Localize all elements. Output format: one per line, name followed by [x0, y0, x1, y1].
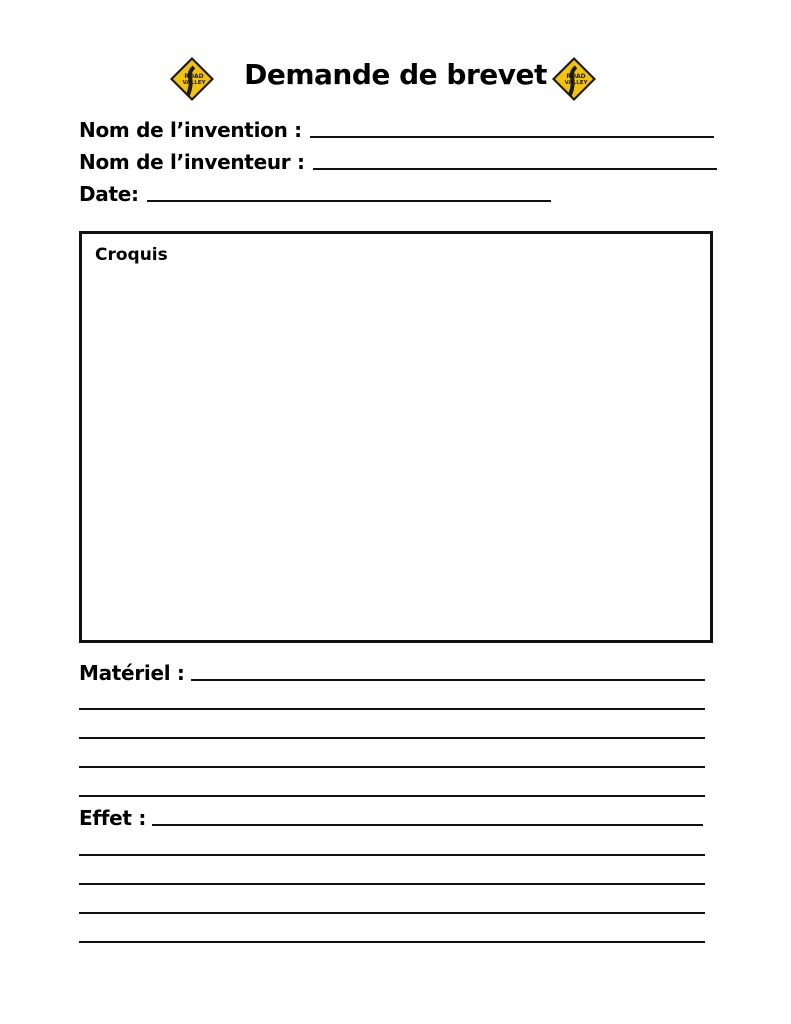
page-title: Demande de brevet — [244, 58, 547, 91]
sketch-box[interactable] — [79, 231, 713, 643]
effect-writing-line[interactable] — [79, 854, 705, 856]
effect-line[interactable] — [152, 824, 703, 826]
date-line[interactable] — [147, 200, 551, 202]
materials-writing-line[interactable] — [79, 708, 705, 710]
effect-writing-line[interactable] — [79, 883, 705, 885]
invention-name-field — [79, 118, 714, 142]
materials-writing-line[interactable] — [79, 795, 705, 797]
svg-text:VALLEY: VALLEY — [564, 80, 588, 86]
materials-field — [79, 661, 705, 685]
materials-label: Matériel : — [79, 661, 185, 685]
inventor-name-field — [79, 150, 717, 174]
effect-writing-line[interactable] — [79, 941, 705, 943]
svg-text:VALLEY: VALLEY — [182, 80, 206, 86]
materials-writing-line[interactable] — [79, 737, 705, 739]
date-field — [79, 182, 551, 206]
invention-name-label: Nom de l’invention : — [79, 118, 302, 142]
invention-name-line[interactable] — [310, 136, 714, 138]
svg-text:ROAD: ROAD — [184, 73, 204, 80]
effect-field — [79, 806, 703, 830]
sketch-label: Croquis — [95, 245, 168, 265]
road-valley-sign-icon — [550, 55, 598, 103]
effect-writing-line[interactable] — [79, 912, 705, 914]
date-label: Date: — [79, 182, 139, 206]
inventor-name-label: Nom de l’inventeur : — [79, 150, 305, 174]
effect-label: Effet : — [79, 806, 147, 830]
inventor-name-line[interactable] — [313, 168, 717, 170]
road-valley-logo-right — [550, 55, 598, 103]
materials-line[interactable] — [191, 679, 705, 681]
materials-writing-line[interactable] — [79, 766, 705, 768]
svg-text:ROAD: ROAD — [566, 73, 586, 80]
